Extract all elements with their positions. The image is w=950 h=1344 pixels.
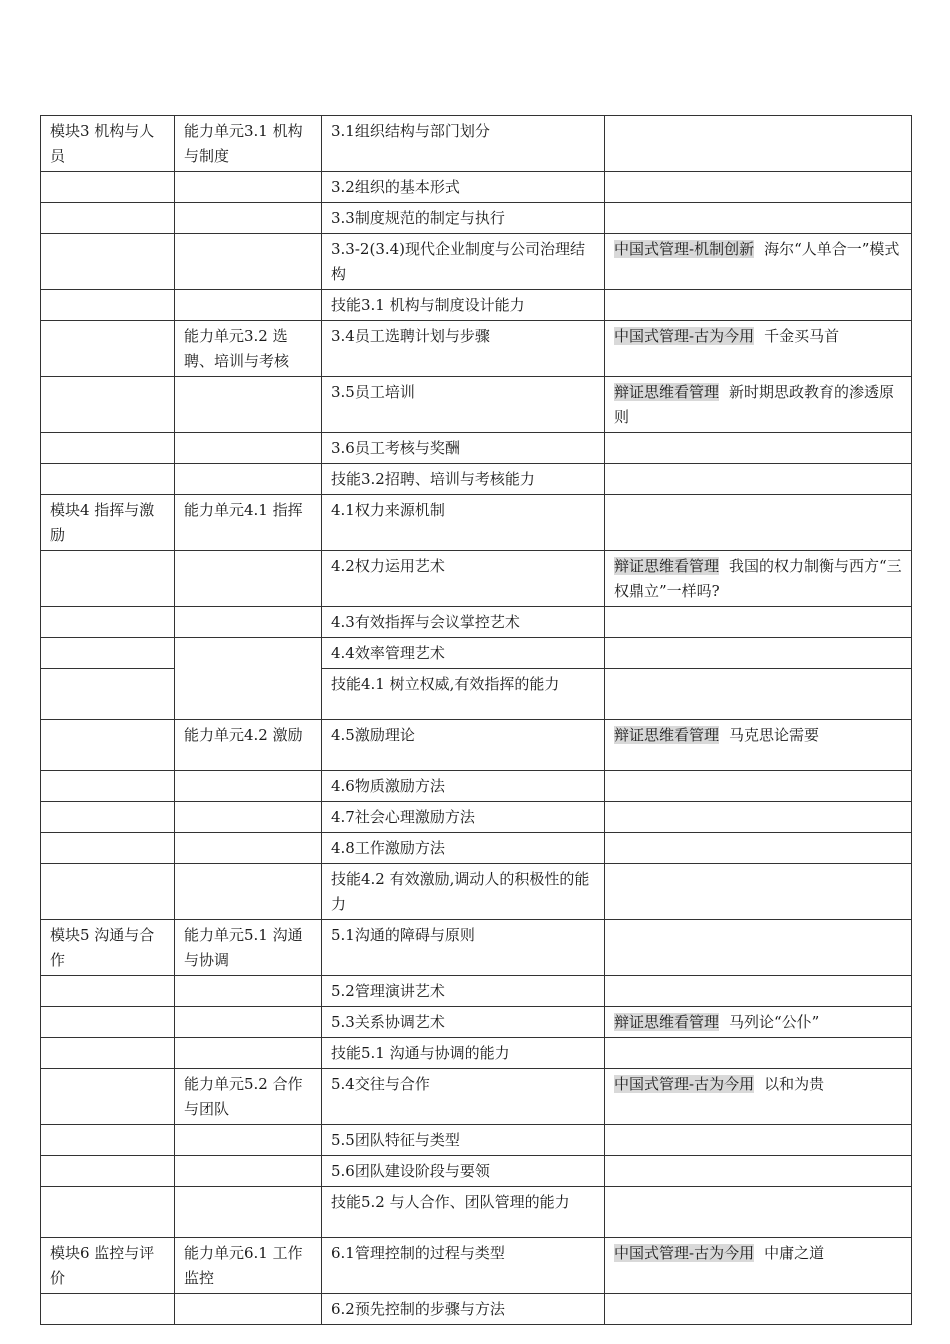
content-cell: 5.1沟通的障碍与原则	[322, 920, 605, 976]
curriculum-table	[40, 115, 912, 1325]
table-row	[41, 203, 912, 234]
module-cell: 模块4 指挥与激励	[41, 495, 175, 551]
unit-cell	[175, 1156, 322, 1187]
module-cell	[41, 234, 175, 290]
content-cell: 5.6团队建设阶段与要领	[322, 1156, 605, 1187]
content-cell: 技能5.1 沟通与协调的能力	[322, 1038, 605, 1069]
unit-cell	[175, 1125, 322, 1156]
module-cell	[41, 802, 175, 833]
content-cell: 5.4交往与合作	[322, 1069, 605, 1125]
unit-cell	[175, 203, 322, 234]
unit-cell	[175, 802, 322, 833]
table-row	[41, 802, 912, 833]
note-tag: 辩证思维看管理	[614, 726, 720, 744]
unit-cell	[175, 290, 322, 321]
note-cell	[605, 771, 912, 802]
unit-cell	[175, 833, 322, 864]
note-cell	[605, 1294, 912, 1325]
table-row	[41, 116, 912, 172]
module-cell	[41, 1125, 175, 1156]
note-cell	[605, 551, 912, 607]
note-cell	[605, 1125, 912, 1156]
note-cell	[605, 203, 912, 234]
note-cell	[605, 377, 912, 433]
module-cell	[41, 1038, 175, 1069]
unit-cell: 能力单元6.1 工作监控	[175, 1238, 322, 1294]
module-cell	[41, 638, 175, 669]
unit-cell: 能力单元5.1 沟通与协调	[175, 920, 322, 976]
note-cell	[605, 976, 912, 1007]
note-cell	[605, 1069, 912, 1125]
module-cell	[41, 669, 175, 720]
note-cell	[605, 833, 912, 864]
content-cell: 4.3有效指挥与会议掌控艺术	[322, 607, 605, 638]
content-cell: 5.5团队特征与类型	[322, 1125, 605, 1156]
unit-cell: 能力单元5.2 合作与团队	[175, 1069, 322, 1125]
content-cell: 3.6员工考核与奖酬	[322, 433, 605, 464]
note-text: 我国的权力制衡与西方“三权鼎立”一样吗?	[614, 557, 902, 600]
module-cell	[41, 1294, 175, 1325]
table-row	[41, 464, 912, 495]
table-row	[41, 771, 912, 802]
module-cell: 模块3 机构与人员	[41, 116, 175, 172]
note-text: 中庸之道	[764, 1244, 825, 1262]
module-cell	[41, 551, 175, 607]
module-cell: 模块5 沟通与合作	[41, 920, 175, 976]
content-cell: 6.1管理控制的过程与类型	[322, 1238, 605, 1294]
table-row	[41, 172, 912, 203]
note-tag: 辩证思维看管理	[614, 1013, 720, 1031]
note-tag: 辩证思维看管理	[614, 383, 720, 401]
module-cell	[41, 433, 175, 464]
unit-cell	[175, 771, 322, 802]
content-cell: 4.2权力运用艺术	[322, 551, 605, 607]
table-row	[41, 290, 912, 321]
module-cell	[41, 290, 175, 321]
module-cell	[41, 1187, 175, 1238]
module-cell	[41, 377, 175, 433]
note-cell	[605, 464, 912, 495]
table-row	[41, 1069, 912, 1125]
table-row	[41, 864, 912, 920]
module-cell	[41, 464, 175, 495]
unit-cell	[175, 638, 322, 720]
table-row	[41, 495, 912, 551]
table-row	[41, 377, 912, 433]
content-cell: 4.5激励理论	[322, 720, 605, 771]
module-cell	[41, 172, 175, 203]
content-cell: 3.1组织结构与部门划分	[322, 116, 605, 172]
unit-cell	[175, 1007, 322, 1038]
table-row	[41, 920, 912, 976]
module-cell	[41, 607, 175, 638]
module-cell	[41, 203, 175, 234]
table-row	[41, 720, 912, 771]
unit-cell	[175, 464, 322, 495]
module-cell	[41, 1069, 175, 1125]
table-row	[41, 551, 912, 607]
module-cell	[41, 976, 175, 1007]
unit-cell	[175, 1038, 322, 1069]
content-cell: 3.2组织的基本形式	[322, 172, 605, 203]
note-text: 马列论“公仆”	[729, 1013, 820, 1031]
content-cell: 5.3关系协调艺术	[322, 1007, 605, 1038]
unit-cell: 能力单元3.2 选聘、培训与考核	[175, 321, 322, 377]
table-row	[41, 1156, 912, 1187]
note-text: 马克思论需要	[729, 726, 820, 744]
unit-cell	[175, 377, 322, 433]
table-row	[41, 669, 912, 720]
table-row	[41, 1038, 912, 1069]
note-cell	[605, 638, 912, 669]
note-cell	[605, 1156, 912, 1187]
note-tag: 中国式管理-古为今用	[614, 1075, 755, 1093]
table-row	[41, 607, 912, 638]
unit-cell	[175, 976, 322, 1007]
table-row	[41, 638, 912, 669]
note-tag: 中国式管理-古为今用	[614, 327, 755, 345]
table-row	[41, 1294, 912, 1325]
table-row	[41, 1007, 912, 1038]
note-text: 海尔“人单合一”模式	[764, 240, 900, 258]
note-text: 以和为贵	[764, 1075, 825, 1093]
module-cell	[41, 321, 175, 377]
unit-cell	[175, 1187, 322, 1238]
content-cell: 技能3.1 机构与制度设计能力	[322, 290, 605, 321]
unit-cell: 能力单元3.1 机构与制度	[175, 116, 322, 172]
content-cell: 4.4效率管理艺术	[322, 638, 605, 669]
unit-cell: 能力单元4.2 激励	[175, 720, 322, 771]
table-row	[41, 1125, 912, 1156]
content-cell: 技能4.1 树立权威,有效指挥的能力	[322, 669, 605, 720]
note-cell	[605, 864, 912, 920]
note-cell	[605, 1007, 912, 1038]
content-cell: 技能5.2 与人合作、团队管理的能力	[322, 1187, 605, 1238]
unit-cell	[175, 433, 322, 464]
note-text: 千金买马首	[764, 327, 840, 345]
note-cell	[605, 433, 912, 464]
note-tag: 中国式管理-机制创新	[614, 240, 755, 258]
note-text: 新时期思政教育的渗透原则	[614, 383, 895, 426]
table-row	[41, 976, 912, 1007]
content-cell: 6.2预先控制的步骤与方法	[322, 1294, 605, 1325]
unit-cell: 能力单元4.1 指挥	[175, 495, 322, 551]
note-tag: 辩证思维看管理	[614, 557, 720, 575]
note-cell	[605, 607, 912, 638]
module-cell: 模块6 监控与评价	[41, 1238, 175, 1294]
unit-cell	[175, 1294, 322, 1325]
module-cell	[41, 1007, 175, 1038]
note-cell	[605, 234, 912, 290]
table-row	[41, 1238, 912, 1294]
content-cell: 4.6物质激励方法	[322, 771, 605, 802]
table-row	[41, 234, 912, 290]
content-cell: 3.3-2(3.4)现代企业制度与公司治理结构	[322, 234, 605, 290]
content-cell: 3.5员工培训	[322, 377, 605, 433]
note-cell	[605, 172, 912, 203]
note-cell	[605, 1238, 912, 1294]
note-tag: 中国式管理-古为今用	[614, 1244, 755, 1262]
unit-cell	[175, 607, 322, 638]
unit-cell	[175, 234, 322, 290]
table-row	[41, 433, 912, 464]
content-cell: 技能4.2 有效激励,调动人的积极性的能力	[322, 864, 605, 920]
note-cell	[605, 495, 912, 551]
note-cell	[605, 1187, 912, 1238]
content-cell: 技能3.2招聘、培训与考核能力	[322, 464, 605, 495]
content-cell: 5.2管理演讲艺术	[322, 976, 605, 1007]
note-cell	[605, 802, 912, 833]
module-cell	[41, 720, 175, 771]
module-cell	[41, 1156, 175, 1187]
note-cell	[605, 116, 912, 172]
content-cell: 3.3制度规范的制定与执行	[322, 203, 605, 234]
content-cell: 4.7社会心理激励方法	[322, 802, 605, 833]
content-cell: 3.4员工选聘计划与步骤	[322, 321, 605, 377]
unit-cell	[175, 864, 322, 920]
unit-cell	[175, 172, 322, 203]
note-cell	[605, 669, 912, 720]
table-row	[41, 1187, 912, 1238]
note-cell	[605, 321, 912, 377]
note-cell	[605, 290, 912, 321]
unit-cell	[175, 551, 322, 607]
module-cell	[41, 864, 175, 920]
content-cell: 4.1权力来源机制	[322, 495, 605, 551]
note-cell	[605, 1038, 912, 1069]
content-cell: 4.8工作激励方法	[322, 833, 605, 864]
module-cell	[41, 771, 175, 802]
note-cell	[605, 920, 912, 976]
table-row	[41, 321, 912, 377]
module-cell	[41, 833, 175, 864]
table-row	[41, 833, 912, 864]
note-cell	[605, 720, 912, 771]
